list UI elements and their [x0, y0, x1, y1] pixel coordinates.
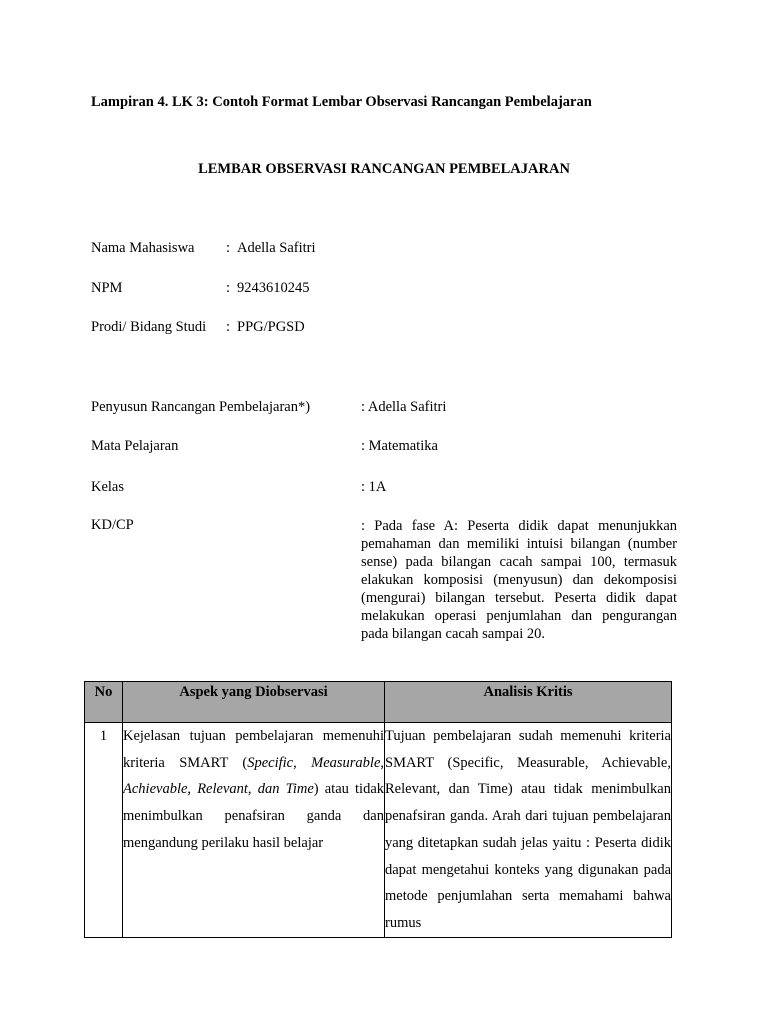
document-heading: Lampiran 4. LK 3: Contoh Format Lembar Observasi Rancangan Pembelajaran [91, 94, 592, 110]
student-name-value: Adella Safitri [237, 240, 316, 256]
aspect-text-part1: Kejelasan tujuan pembelajaran memenuhi kriteria SMART ( [123, 728, 384, 771]
npm-colon: : [226, 280, 231, 296]
aspect-dan: dan [257, 781, 280, 798]
prodi-colon: : [226, 319, 231, 335]
aspect-sep2: , [380, 754, 384, 771]
class-label: Kelas [91, 479, 125, 495]
header-analysis: Analisis Kritis [385, 682, 672, 723]
row-number: 1 [85, 723, 123, 938]
document-title: LEMBAR OBSERVASI RANCANGAN PEMBELAJARAN [198, 161, 570, 177]
table-header-row [85, 682, 672, 723]
prodi-value: PPG/PGSD [237, 319, 305, 335]
aspect-relevant: Relevant [197, 781, 248, 798]
aspect-text-part2: ) atau tidak menimbulkan penafsiran ganda dan mengandung perilaku hasil belajar [123, 781, 385, 851]
subject-value: : Matematika [361, 438, 438, 454]
aspect-achievable: Achievable [123, 781, 188, 798]
table-row [85, 723, 672, 938]
aspect-time: Time [285, 781, 314, 798]
prodi-label: Prodi/ Bidang Studi [91, 319, 207, 335]
author-value: : Adella Safitri [361, 399, 447, 415]
header-no: No [85, 682, 123, 723]
kdcp-value: : Pada fase A: Peserta didik dapat menunjukkan pemahaman dan memiliki intuisi bilangan (number sense) pada bilangan cacah sampai 100, termasuk elakukan komposisi (menyusun) dan dekomposisi (mengurai) bilangan tersebut. Peserta didik dapat melakukan operasi penjumlahan dan pengurangan pada bilangan cacah sampai 20. [361, 518, 677, 642]
author-label: Penyusun Rancangan Pembelajaran*) [91, 399, 311, 415]
student-name-label: Nama Mahasiswa [91, 240, 195, 256]
student-name-colon: : [226, 240, 231, 256]
aspect-specific: Specific [247, 754, 294, 771]
aspect-sep4: , [247, 781, 258, 798]
row-aspect [123, 723, 385, 938]
observation-table [84, 681, 672, 938]
npm-label: NPM [91, 280, 123, 296]
kdcp-label: KD/CP [91, 517, 134, 533]
aspect-sep1: , [293, 754, 312, 771]
subject-label: Mata Pelajaran [91, 438, 179, 454]
aspect-sep3: , [187, 781, 198, 798]
aspect-measurable: Measurable [311, 754, 381, 771]
row-analysis: Tujuan pembelajaran sudah memenuhi kriteria SMART (Specific, Measurable, Achievable, Relevant, dan Time) atau tidak menimbulkan penafsiran ganda. Arah dari tujuan pembelajaran yang ditetapkan sudah jelas yaitu : Peserta didik dapat mengetahui konteks yang digunakan pada metode penjumlahan serta memahami bahwa rumus [385, 723, 672, 938]
npm-value: 9243610245 [237, 280, 310, 296]
class-value: : 1A [361, 479, 387, 495]
header-aspect: Aspek yang Diobservasi [123, 682, 385, 723]
